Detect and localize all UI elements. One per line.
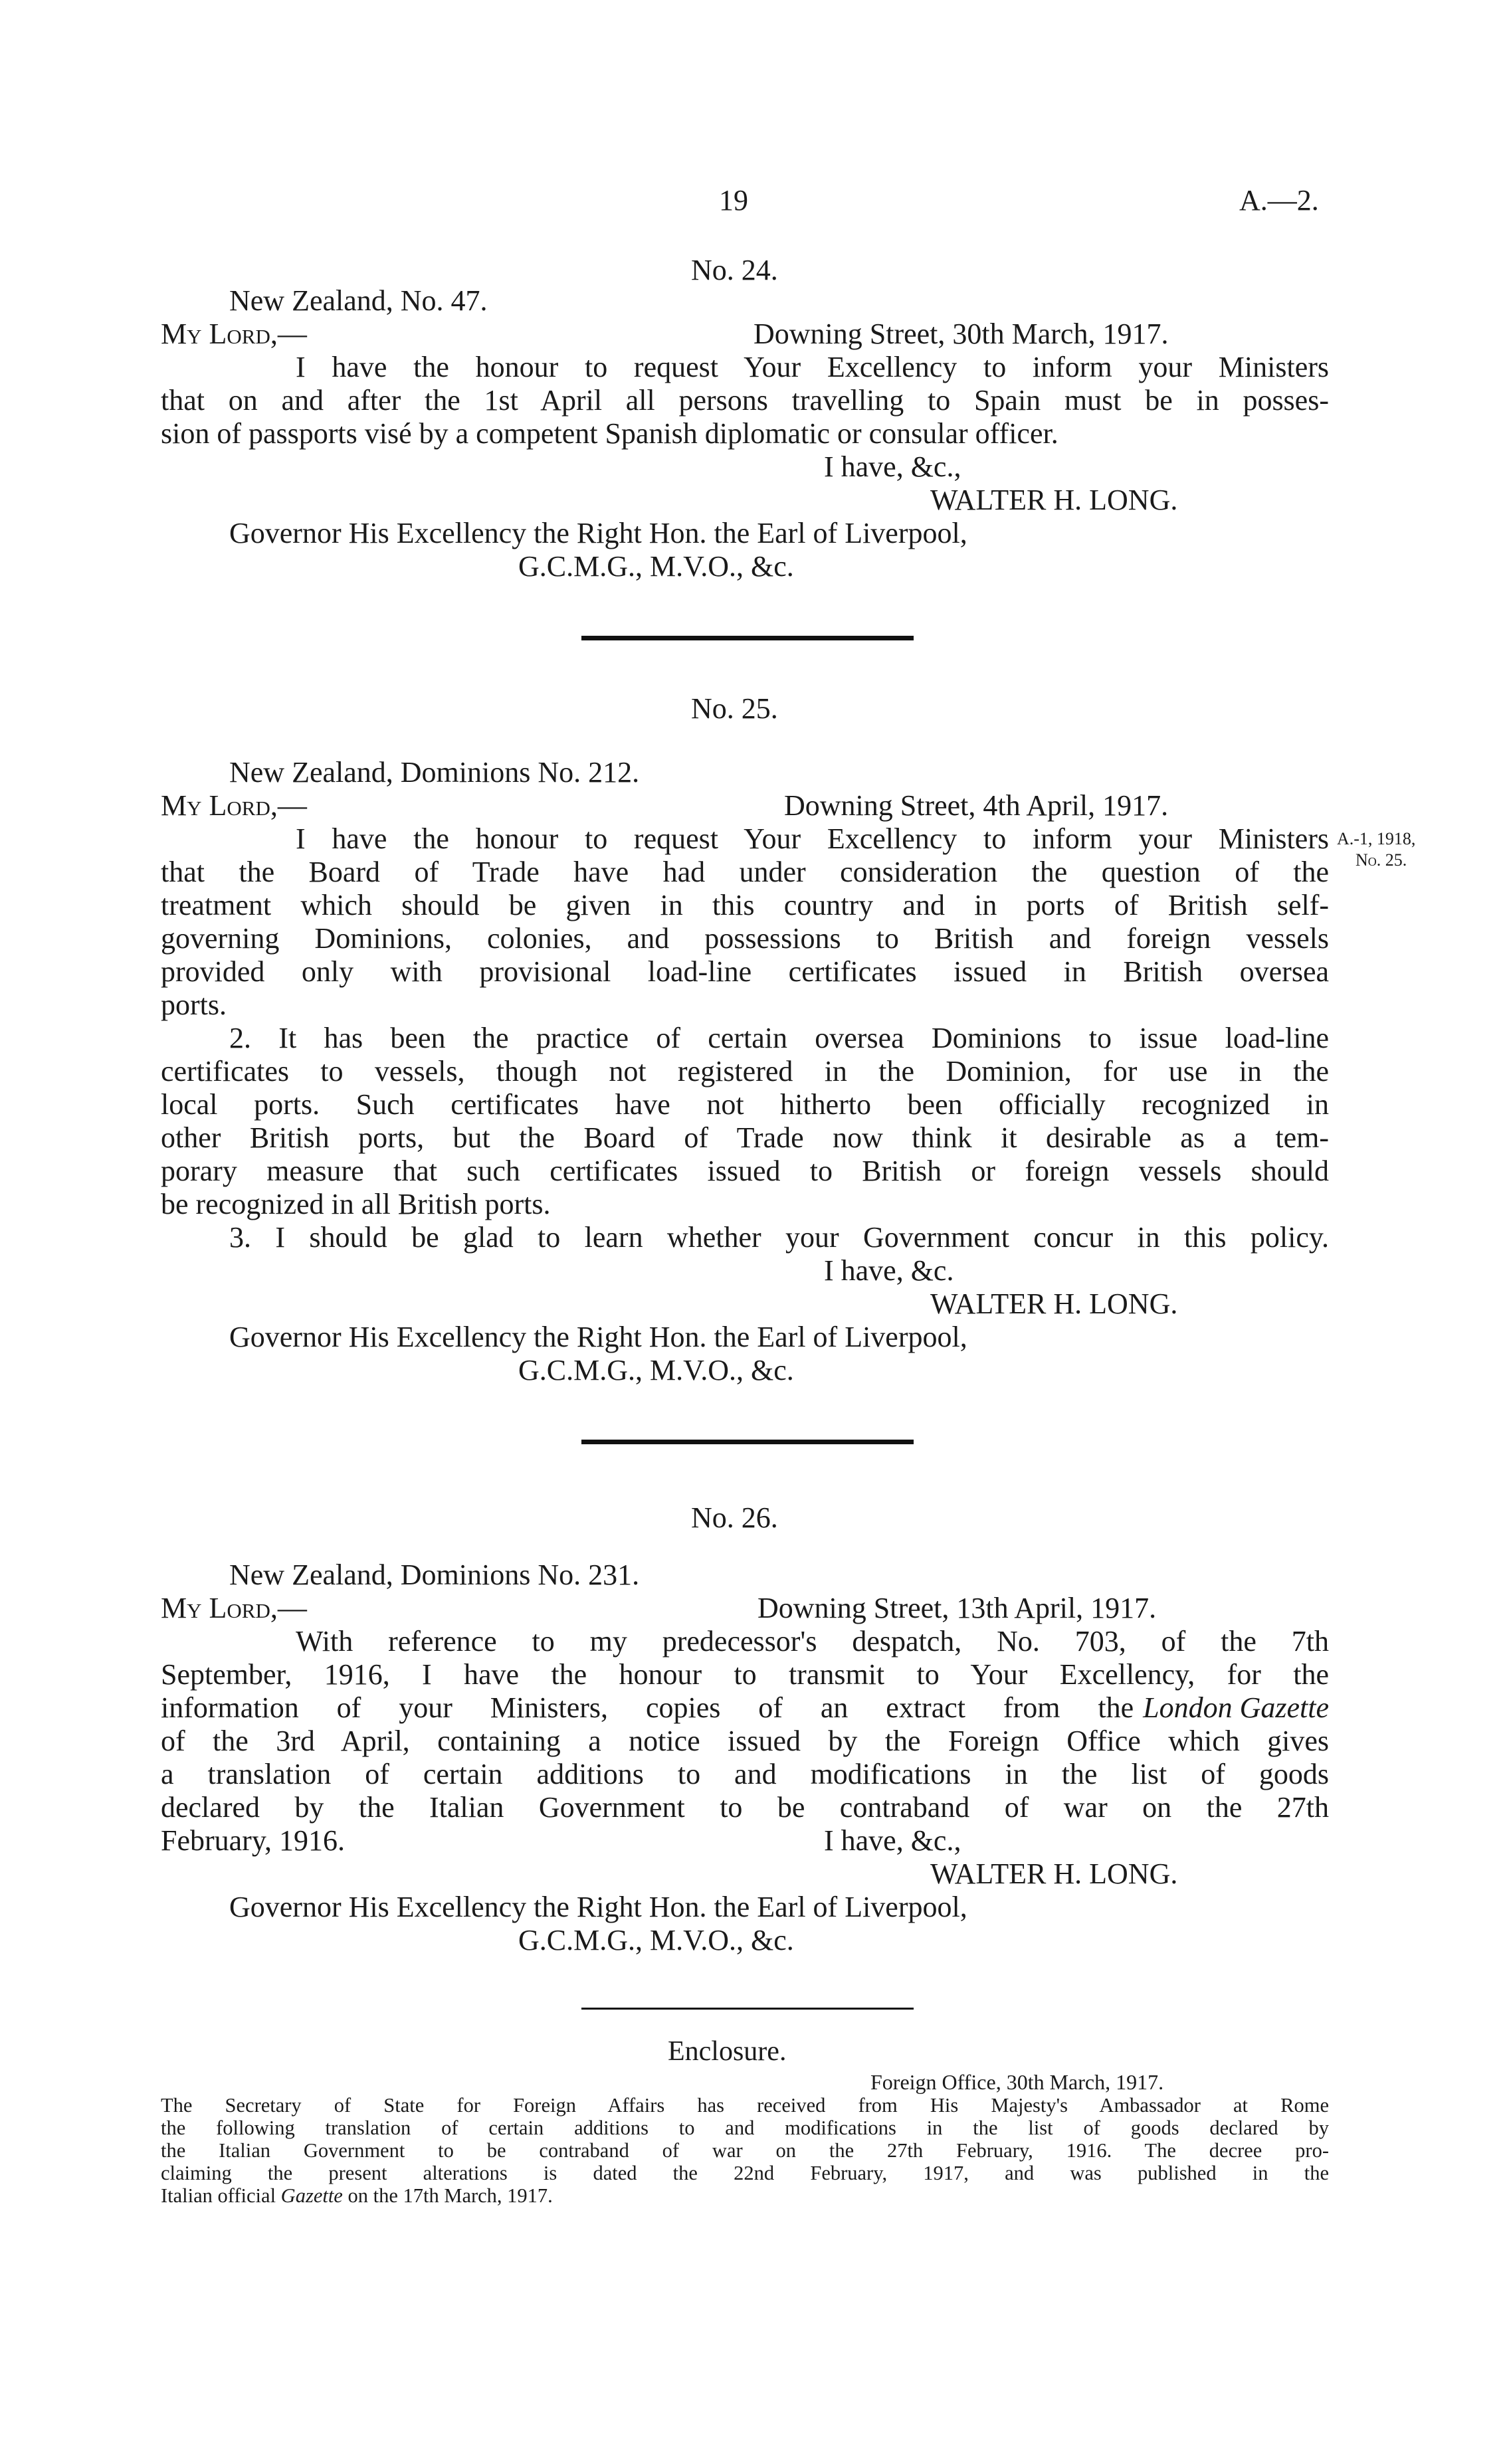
body-line: I have the honour to request Your Excellency to inform your Ministers xyxy=(296,351,1329,383)
enclosure-text: on the 17th March, 1917. xyxy=(348,2184,553,2207)
salutation: My Lord,— xyxy=(161,789,307,822)
honours: G.C.M.G., M.V.O., &c. xyxy=(518,1924,794,1956)
section-rule xyxy=(581,636,914,640)
enclosure-line: claiming the present alterations is dated the 22nd February, 1917, and was published in the xyxy=(161,2162,1329,2184)
place-date: Downing Street, 13th April, 1917. xyxy=(757,1592,1157,1624)
despatch-number: No. 25. xyxy=(691,692,778,725)
body-line: declared by the Italian Government to be contraband of war on the 27th xyxy=(161,1791,1329,1824)
body-line: With reference to my predecessor's despatch, No. 703, of the 7th xyxy=(296,1625,1329,1658)
despatch-number: No. 26. xyxy=(691,1501,778,1534)
margin-note: A.-1, 1918, xyxy=(1337,829,1416,848)
salutation: My Lord,— xyxy=(161,1592,307,1624)
body-line: 2. It has been the practice of certain oversea Dominions to issue load-line xyxy=(229,1022,1329,1054)
enclosure-line xyxy=(161,2184,553,2207)
signature: WALTER H. LONG. xyxy=(930,1857,1178,1890)
despatch-ref: New Zealand, Dominions No. 212. xyxy=(229,756,640,789)
addressee: Governor His Excellency the Right Hon. the Earl of Liverpool, xyxy=(229,517,967,549)
body-line: that on and after the 1st April all persons travelling to Spain must be in posses- xyxy=(161,384,1329,417)
body-line: February, 1916. xyxy=(161,1824,345,1857)
body-line: governing Dominions, colonies, and possessions to British and foreign vessels xyxy=(161,922,1329,955)
enclosure-line: the following translation of certain additions to and modifications in the list of goods declared by xyxy=(161,2117,1329,2139)
signature: WALTER H. LONG. xyxy=(930,484,1178,516)
margin-note: No. 25. xyxy=(1356,850,1407,870)
addressee: Governor His Excellency the Right Hon. the Earl of Liverpool, xyxy=(229,1321,967,1353)
salutation: My Lord,— xyxy=(161,318,307,350)
place-date: Downing Street, 4th April, 1917. xyxy=(784,789,1169,822)
enclosure-line: the Italian Government to be contraband of war on the 27th February, 1916. The decree pro- xyxy=(161,2139,1329,2162)
page-number: 19 xyxy=(719,184,748,217)
honours: G.C.M.G., M.V.O., &c. xyxy=(518,1354,794,1386)
body-line: certificates to vessels, though not registered in the Dominion, for use in the xyxy=(161,1055,1329,1088)
honours: G.C.M.G., M.V.O., &c. xyxy=(518,550,794,583)
gazette-title: Gazette xyxy=(280,2184,343,2207)
body-line: ports. xyxy=(161,989,227,1021)
despatch-ref: New Zealand, No. 47. xyxy=(229,284,488,317)
section-rule xyxy=(581,1440,914,1444)
enclosure-text: Italian official xyxy=(161,2184,276,2207)
section-rule xyxy=(581,2008,914,2010)
enclosure-title: Enclosure. xyxy=(668,2036,787,2067)
enclosure-line: The Secretary of State for Foreign Affairs has received from His Majesty's Ambassador at Rome xyxy=(161,2094,1329,2117)
body-text: information of your Ministers, copies of an extract from the xyxy=(161,1691,1134,1724)
body-line: porary measure that such certificates issued to British or foreign vessels should xyxy=(161,1155,1329,1187)
body-line: treatment which should be given in this country and in ports of British self- xyxy=(161,889,1329,921)
despatch-number: No. 24. xyxy=(691,254,778,286)
body-line: of the 3rd April, containing a notice issued by the Foreign Office which gives xyxy=(161,1725,1329,1757)
body-line: sion of passports visé by a competent Spanish diplomatic or consular officer. xyxy=(161,417,1058,450)
body-line: September, 1916, I have the honour to transmit to Your Excellency, for the xyxy=(161,1658,1329,1691)
signature: WALTER H. LONG. xyxy=(930,1287,1178,1320)
body-line: a translation of certain additions to and modifications in the list of goods xyxy=(161,1758,1329,1790)
place-date: Downing Street, 30th March, 1917. xyxy=(754,318,1169,350)
body-line: local ports. Such certificates have not hitherto been officially recognized in xyxy=(161,1088,1329,1121)
enclosure-place-date: Foreign Office, 30th March, 1917. xyxy=(870,2070,1164,2094)
addressee: Governor His Excellency the Right Hon. the Earl of Liverpool, xyxy=(229,1891,967,1923)
body-line: other British ports, but the Board of Trade now think it desirable as a tem- xyxy=(161,1121,1329,1154)
body-line: I have the honour to request Your Excellency to inform your Ministers xyxy=(296,822,1329,855)
body-line: that the Board of Trade have had under consideration the question of the xyxy=(161,856,1329,888)
despatch-ref: New Zealand, Dominions No. 231. xyxy=(229,1559,640,1591)
closing: I have, &c. xyxy=(824,1254,954,1287)
closing: I have, &c., xyxy=(824,1824,961,1857)
body-line: be recognized in all British ports. xyxy=(161,1188,551,1220)
closing: I have, &c., xyxy=(824,450,961,483)
body-line xyxy=(161,1691,1329,1725)
body-line: 3. I should be glad to learn whether your Government concur in this policy. xyxy=(229,1221,1329,1254)
body-line: provided only with provisional load-line certificates issued in British oversea xyxy=(161,955,1329,988)
doc-ref: A.—2. xyxy=(1239,184,1319,217)
gazette-title: London Gazette xyxy=(1143,1691,1329,1724)
